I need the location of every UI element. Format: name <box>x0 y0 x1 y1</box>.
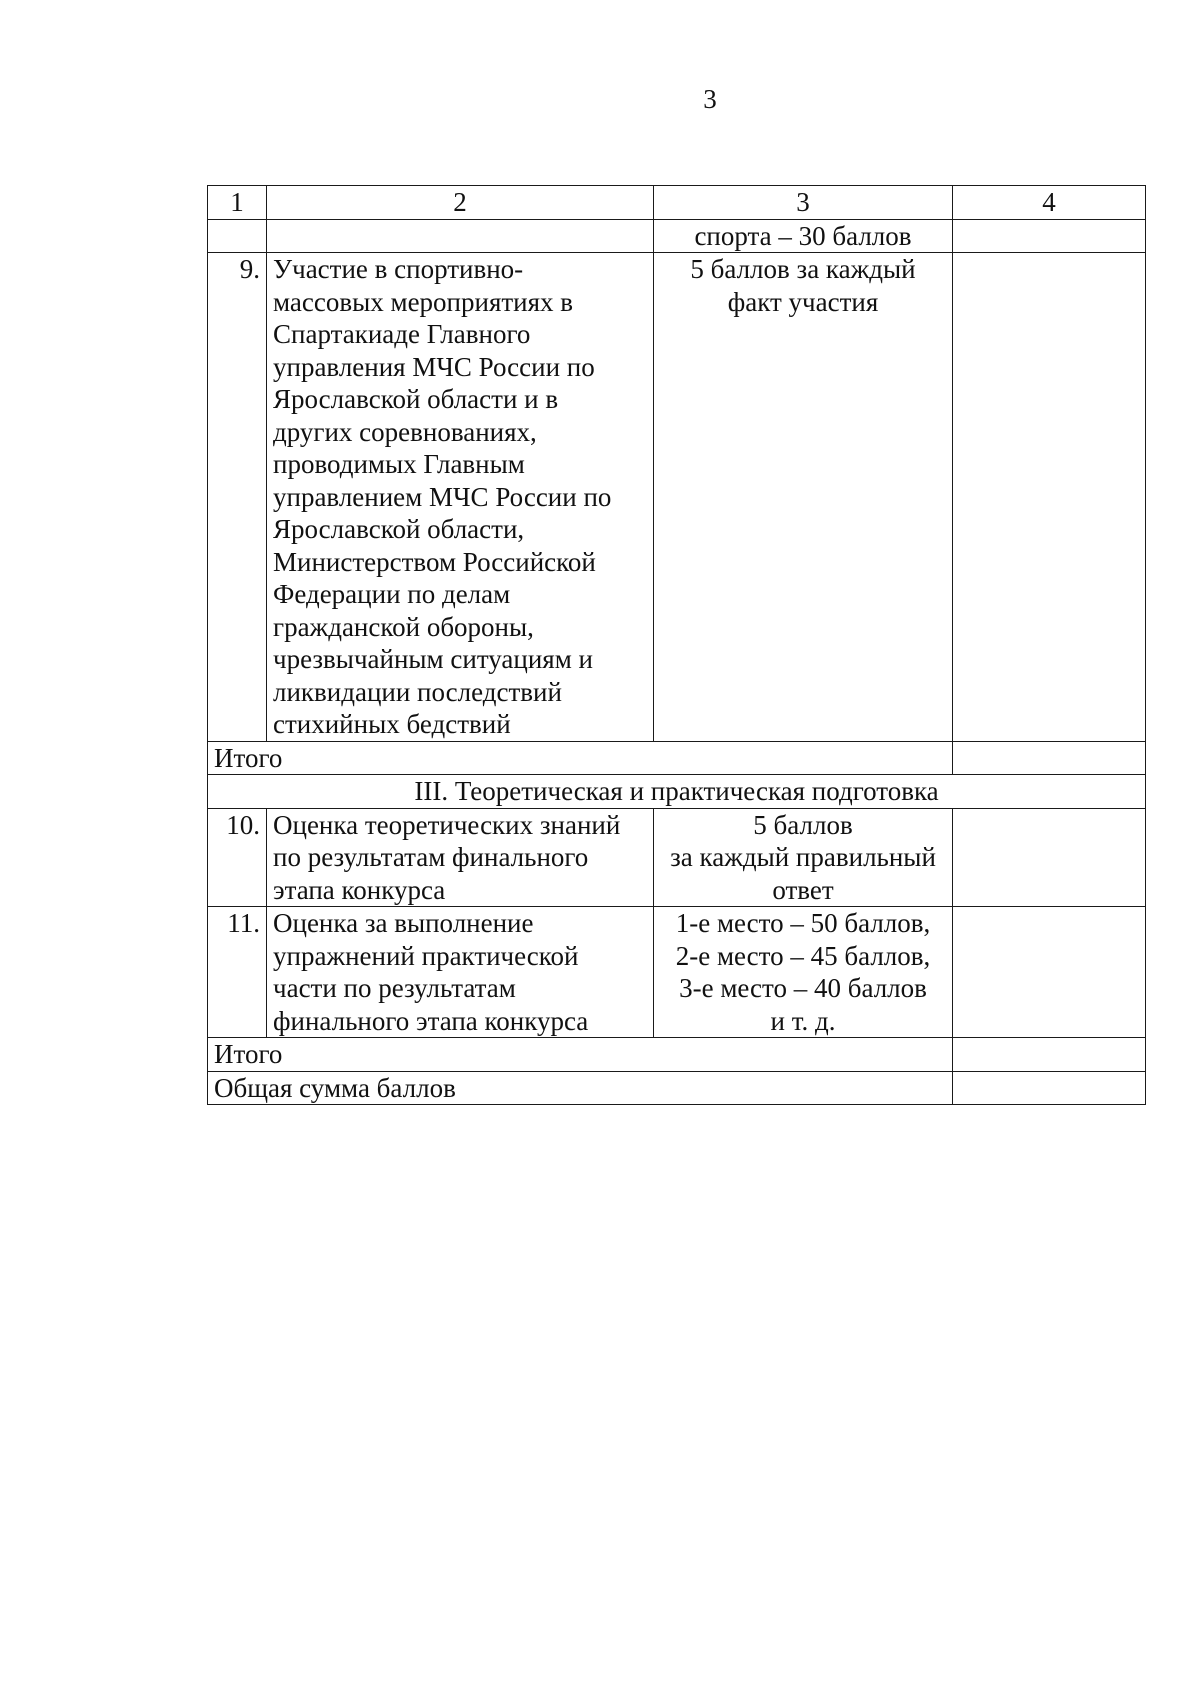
score-line: 2-е место – 45 баллов, <box>675 940 931 971</box>
description-line: проводимых Главным <box>273 449 525 479</box>
description-line: Ярославской области и в <box>273 384 559 414</box>
score-line: 3-е место – 40 баллов <box>679 973 927 1003</box>
row-number-cell: 11. <box>208 907 267 1038</box>
header-cell-4: 4 <box>953 186 1146 220</box>
table-row-10 <box>208 808 1146 907</box>
empty-cell <box>953 907 1146 1038</box>
score-line: 5 баллов за каждый <box>690 254 916 284</box>
section-header-row <box>208 775 1146 809</box>
description-line: по результатам финального <box>273 842 589 872</box>
header-cell-3: 3 <box>654 186 953 220</box>
criterion-description-cell <box>267 808 654 907</box>
empty-cell <box>953 808 1146 907</box>
description-line: Участие в спортивно- <box>273 254 524 284</box>
score-rule-cell <box>654 253 953 742</box>
empty-cell <box>267 219 654 253</box>
criterion-description-cell <box>267 907 654 1038</box>
description-line: других соревнованиях, <box>273 416 537 447</box>
description-line: массовых мероприятиях в <box>273 286 574 317</box>
grand-total-label: Общая сумма баллов <box>208 1071 953 1105</box>
empty-cell <box>953 253 1146 742</box>
description-line: этапа конкурса <box>273 874 446 905</box>
subtotal-label: Итого <box>208 741 953 775</box>
description-line: стихийных бедствий <box>273 709 511 739</box>
description-line: части по результатам <box>273 973 516 1003</box>
description-line: чрезвычайным ситуациям и <box>273 644 593 674</box>
empty-cell <box>953 741 1146 775</box>
empty-cell <box>953 219 1146 253</box>
row-number-cell: 10. <box>208 808 267 907</box>
score-line: 5 баллов <box>753 809 853 840</box>
description-line: управлением МЧС России по <box>273 481 612 512</box>
empty-cell <box>208 219 267 253</box>
continuation-score-cell: спорта – 30 баллов <box>654 219 953 253</box>
table-row-11 <box>208 907 1146 1038</box>
score-line: за каждый правильный <box>670 842 936 872</box>
description-line: финального этапа конкурса <box>273 1005 589 1036</box>
description-line: Оценка теоретических знаний <box>273 809 621 840</box>
grand-total-row <box>208 1071 1146 1105</box>
description-line: Ярославской области, <box>273 514 525 544</box>
criterion-description-cell <box>267 253 654 742</box>
description-line: управления МЧС России по <box>273 351 595 382</box>
score-line: ответ <box>772 874 834 905</box>
section-title: III. Теоретическая и практическая подготовка <box>208 775 1146 809</box>
description-line: гражданской обороны, <box>273 611 534 642</box>
description-line: Спартакиаде Главного <box>273 319 531 349</box>
score-line: и т. д. <box>770 1005 836 1036</box>
description-line: упражнений практической <box>273 940 579 971</box>
row-number-cell: 9. <box>208 253 267 742</box>
description-line: Министерством Российской <box>273 546 596 577</box>
continuation-row <box>208 219 1146 253</box>
score-rule-cell <box>654 808 953 907</box>
score-rule-cell <box>654 907 953 1038</box>
description-line: ликвидации последствий <box>273 676 562 707</box>
description-line: Федерации по делам <box>273 579 511 609</box>
header-cell-2: 2 <box>267 186 654 220</box>
score-table <box>207 185 1146 1105</box>
subtotal-row <box>208 741 1146 775</box>
subtotal-label: Итого <box>208 1038 953 1072</box>
subtotal-row <box>208 1038 1146 1072</box>
score-line: факт участия <box>727 286 879 317</box>
table-row-9 <box>208 253 1146 742</box>
page-number: 3 <box>703 84 717 114</box>
header-row <box>208 186 1146 220</box>
empty-cell <box>953 1071 1146 1105</box>
header-cell-1: 1 <box>208 186 267 220</box>
empty-cell <box>953 1038 1146 1072</box>
score-line: 1-е место – 50 баллов, <box>675 908 931 938</box>
description-line: Оценка за выполнение <box>273 908 534 938</box>
